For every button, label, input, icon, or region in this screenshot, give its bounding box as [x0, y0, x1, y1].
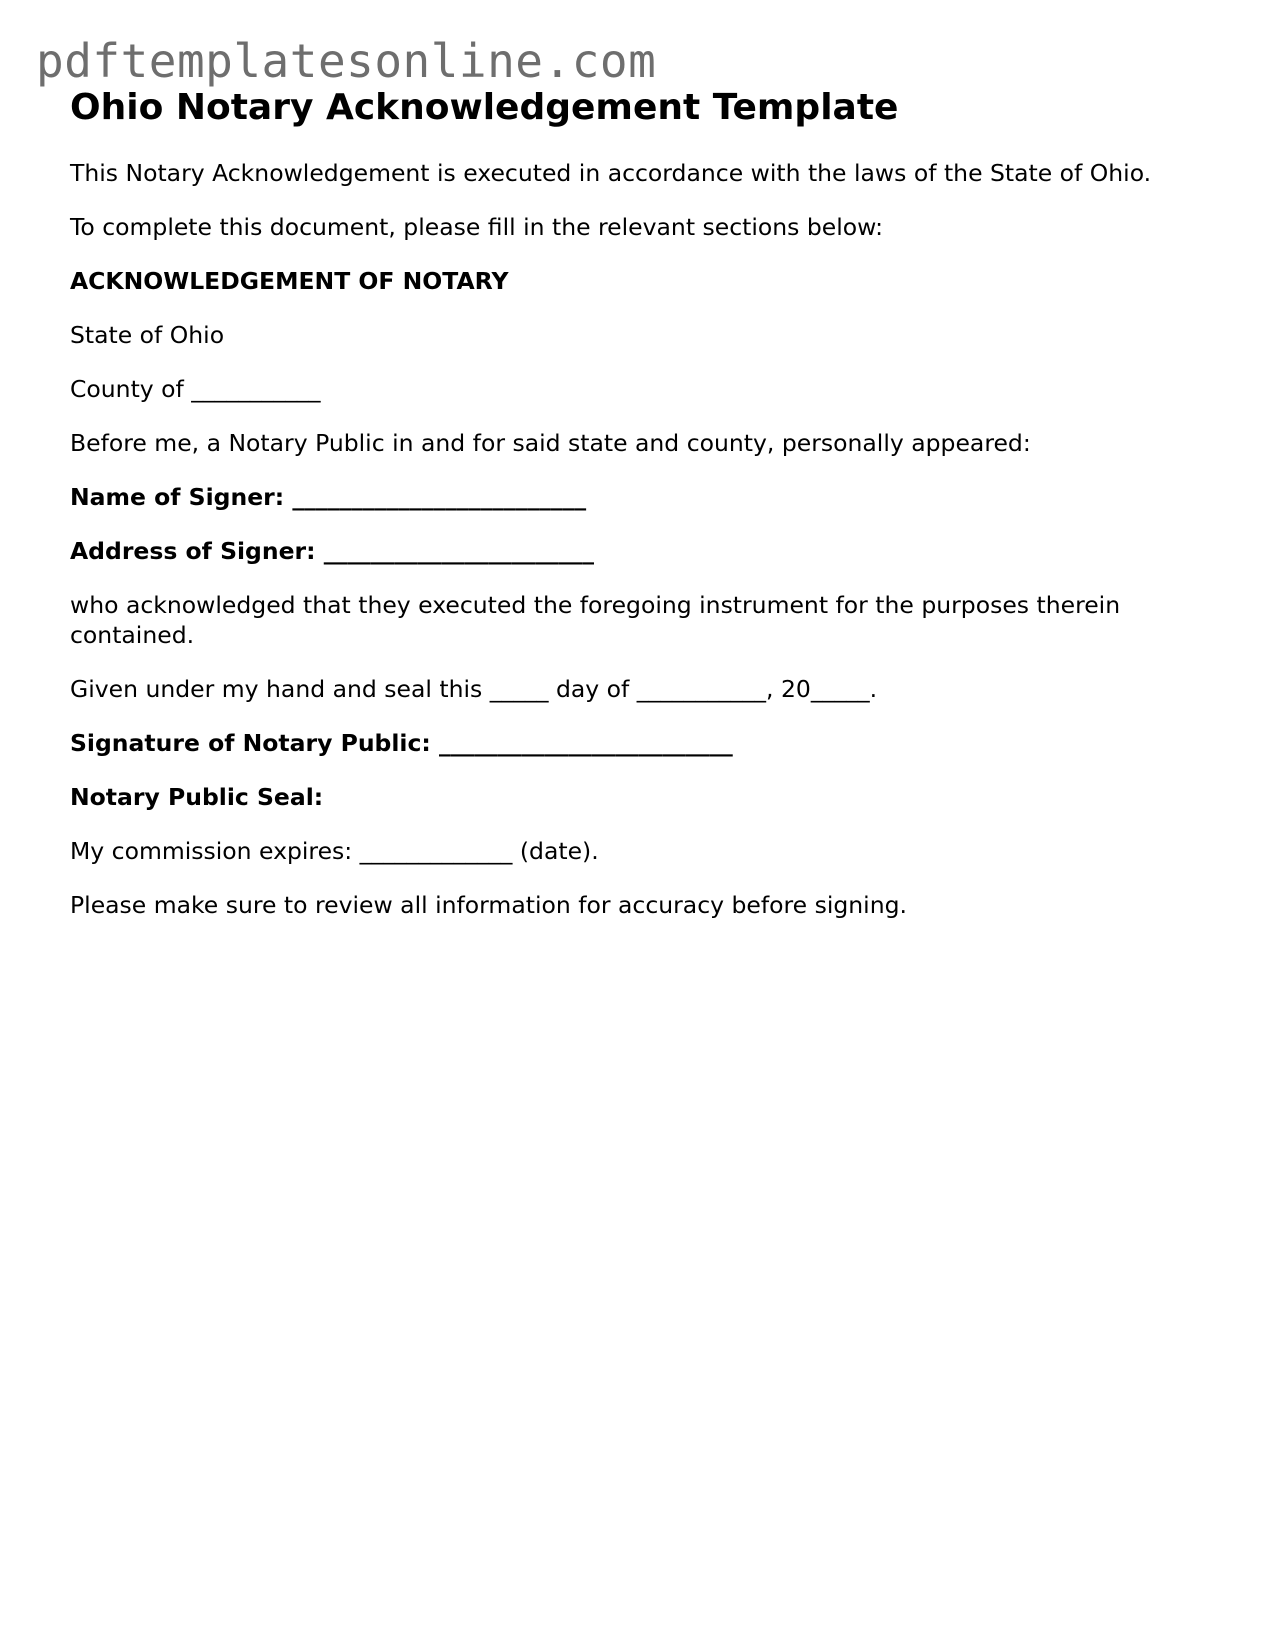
section-heading: ACKNOWLEDGEMENT OF NOTARY	[70, 267, 509, 295]
county-line: County of ___________	[70, 375, 321, 403]
notary-signature-field: Signature of Notary Public: _________________________	[70, 729, 733, 757]
commission-expires-line: My commission expires: _____________ (date).	[70, 837, 599, 865]
document-page	[70, 86, 1210, 944]
acknowledged-paragraph: who acknowledged that they executed the foregoing instrument for the purposes therein contained.	[70, 591, 1121, 649]
instructions-paragraph: To complete this document, please fill in the relevant sections below:	[70, 213, 883, 241]
review-notice: Please make sure to review all information for accuracy before signing.	[70, 891, 907, 919]
watermark-logo-text: pdftemplatesonline.com	[36, 34, 657, 88]
address-of-signer-field: Address of Signer: _______________________	[70, 537, 594, 565]
document-title: Ohio Notary Acknowledgement Template	[70, 87, 899, 128]
intro-paragraph: This Notary Acknowledgement is executed in accordance with the laws of the State of Ohio.	[70, 159, 1152, 187]
state-line: State of Ohio	[70, 321, 225, 349]
name-of-signer-field: Name of Signer: _________________________	[70, 483, 587, 511]
notary-seal-label: Notary Public Seal:	[70, 783, 324, 811]
before-me-paragraph: Before me, a Notary Public in and for said state and county, personally appeared:	[70, 429, 1031, 457]
given-under-line: Given under my hand and seal this _____ day of ___________, 20_____.	[70, 675, 878, 703]
